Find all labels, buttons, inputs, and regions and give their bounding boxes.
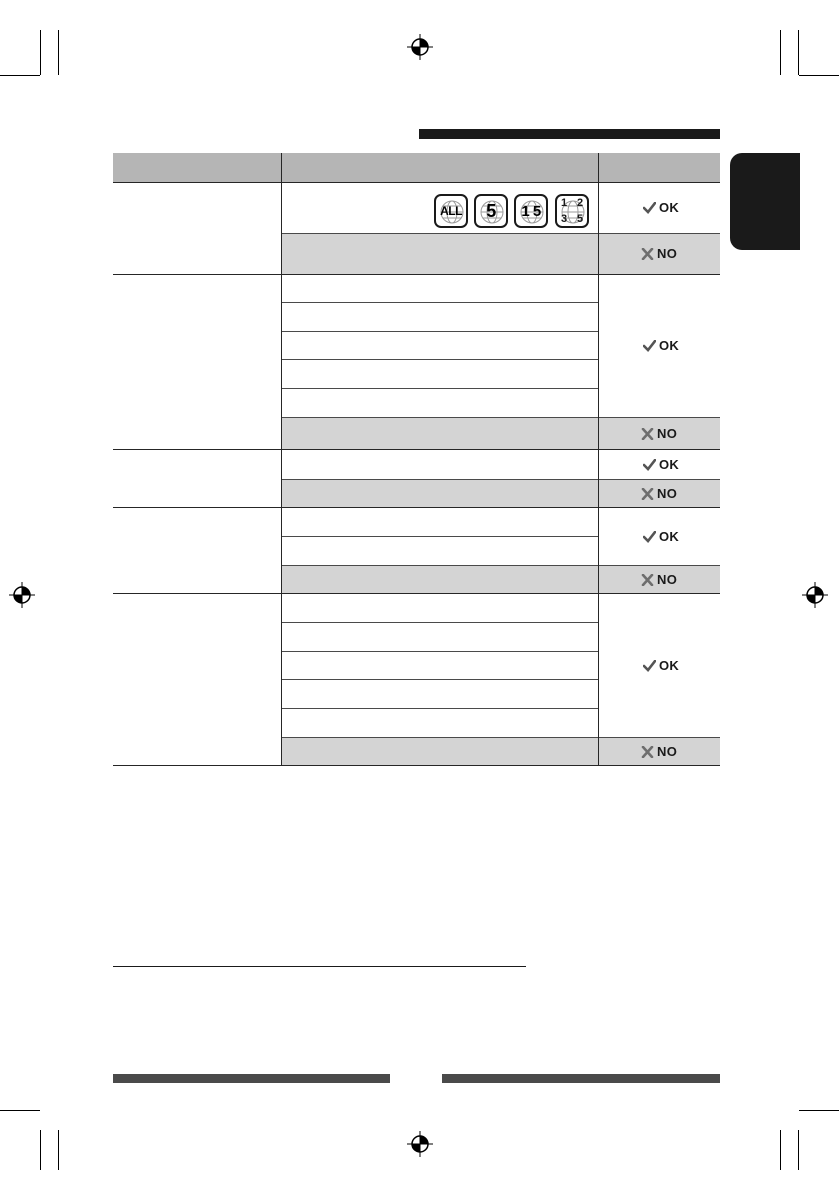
region-all-icon [434,194,468,228]
row-rule [282,651,598,652]
crop-mark [780,1130,781,1170]
column-rule [598,153,599,766]
cross-icon [641,488,654,500]
no-label: NO [657,486,678,501]
ok-badge [643,529,679,544]
crosshair-icon [407,1131,433,1157]
table-header-cell [113,153,281,182]
region-label: 5 [577,213,584,225]
row-rule [282,302,598,303]
table-rule [113,765,720,766]
row-rule [282,479,720,480]
column-rule [281,153,282,766]
crosshair-icon [9,582,35,608]
ok-badge [643,338,679,353]
crop-mark [40,30,41,75]
row-rule [282,708,598,709]
no-label: NO [657,572,678,587]
ok-badge [643,658,679,673]
ok-label: OK [659,457,680,472]
region-single-icon [474,194,508,228]
check-icon [643,531,656,543]
check-icon [643,202,656,214]
no-label: NO [657,426,678,441]
section-title-bar [419,129,720,139]
no-badge [641,744,677,759]
ok-label: OK [659,658,680,673]
row-rule [282,417,720,418]
check-icon [643,459,656,471]
crosshair-icon [407,34,433,60]
no-badge [641,246,677,261]
no-badge [641,486,677,501]
row-rule [282,565,720,566]
table-header-cell [599,153,720,182]
ok-badge [643,200,679,215]
language-side-tab [730,153,800,250]
no-label: NO [657,744,678,759]
crop-mark [40,1130,41,1170]
crop-mark [798,1130,799,1170]
table-rule [113,593,720,594]
crop-mark [0,75,40,76]
cross-icon [641,574,654,586]
row-rule [282,737,720,738]
check-icon [643,660,656,672]
crop-mark [799,75,839,76]
crop-mark [799,1110,839,1111]
row-rule [282,233,720,234]
no-label: NO [657,246,678,261]
row-rule [282,679,598,680]
row-rule [282,331,598,332]
ok-label: OK [659,200,680,215]
not-playable-cell [282,417,598,449]
crop-mark [798,30,799,75]
table-header-cell [282,153,598,182]
check-icon [643,340,656,352]
region-multi-icon [555,194,589,228]
not-playable-cell [282,233,598,274]
region-double-icon [514,194,548,228]
table-rule [113,507,720,508]
not-playable-cell [282,565,598,593]
crop-mark [780,30,781,75]
table-rule [113,274,720,275]
ok-label: OK [659,529,680,544]
crosshair-icon [802,582,828,608]
region-label: 2 [577,197,584,209]
not-playable-cell [282,479,598,507]
not-playable-cell [282,737,598,765]
row-rule [282,622,598,623]
ok-label: OK [659,338,680,353]
no-badge [641,572,677,587]
crop-mark [0,1110,40,1111]
region-label: ALL [440,204,462,218]
footer-bar-left [113,1074,390,1083]
cross-icon [641,746,654,758]
note-separator [113,966,526,967]
region-label: 5 [486,200,496,221]
footer-bar-right [442,1074,720,1083]
region-label: 1 [561,197,568,209]
table-rule [113,182,720,183]
cross-icon [641,248,654,260]
region-label: 1 5 [521,202,541,220]
crop-mark [58,30,59,75]
row-rule [282,388,598,389]
cross-icon [641,428,654,440]
row-rule [282,359,598,360]
ok-badge [643,457,679,472]
no-badge [641,426,677,441]
table-rule [113,449,720,450]
row-rule [282,536,598,537]
crop-mark [58,1130,59,1170]
region-label: 3 [561,213,568,225]
